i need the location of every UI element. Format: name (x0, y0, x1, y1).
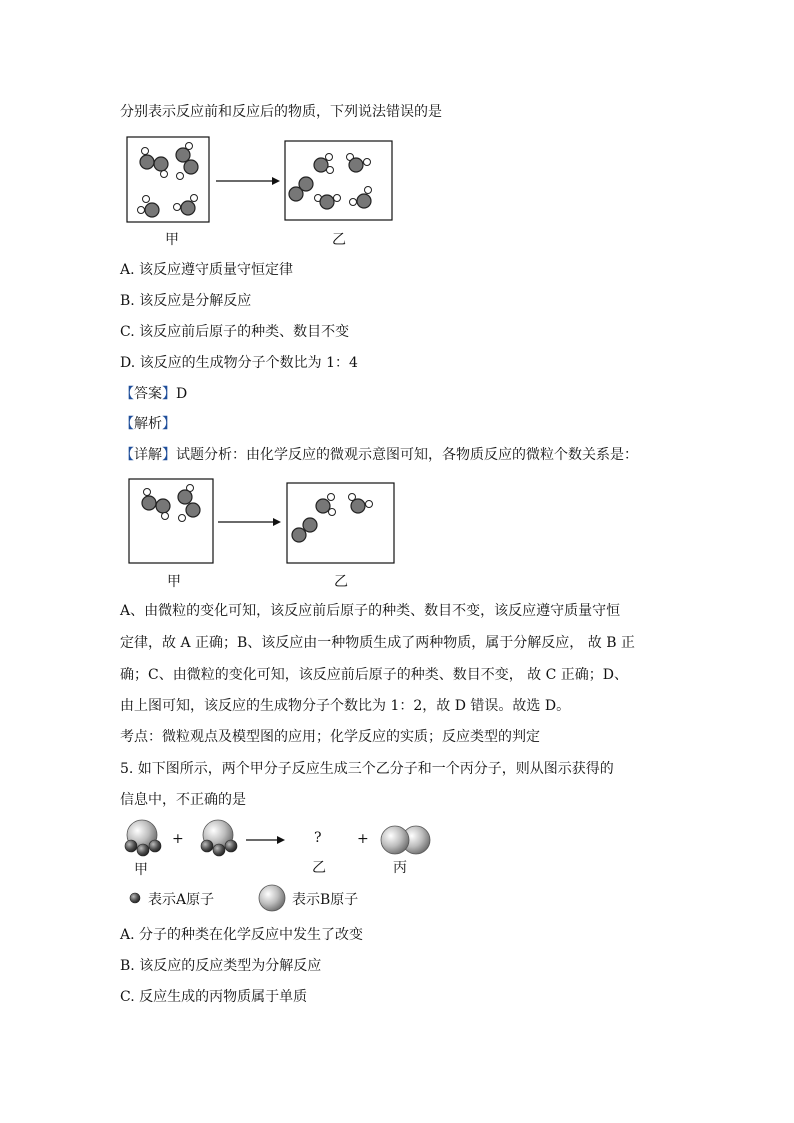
legend-a-atom-icon (130, 893, 140, 903)
figure2-left-label: 甲 (167, 574, 181, 590)
q4-option-b: B. 该反应是分解反应 (120, 293, 252, 309)
answer-value: D (176, 386, 188, 402)
analysis-heading: 【解析】 (120, 416, 176, 432)
figure1-right-label: 乙 (332, 232, 346, 248)
q4-option-d: D. 该反应的生成物分子个数比为 1：4 (120, 355, 358, 371)
explanation-line-3: 确；C、由微粒的变化可知，该反应前后原子的种类、数目不变， 故 C 正确；D、 (120, 667, 628, 683)
plus-sign-1: + (172, 831, 184, 847)
label-bing: 丙 (393, 860, 407, 876)
legend-b-text: 表示B原子 (292, 892, 359, 908)
unknown-molecule-mark: ? (314, 830, 322, 846)
detail-label: 详解 (134, 447, 162, 463)
legend-a-text: 表示A原子 (148, 892, 215, 908)
q5-option-b: B. 该反应的反应类型为分解反应 (120, 958, 322, 974)
q4-option-c: C. 该反应前后原子的种类、数目不变 (120, 324, 350, 340)
molecule-jia-1 (125, 820, 161, 856)
explanation-line-4: 由上图可知，该反应的生成物分子个数比为 1：2，故 D 错误。故选 D。 (120, 698, 571, 714)
explanation-line-2: 定律，故 A 正确；B、该反应由一种物质生成了两种物质，属于分解反应， 故 B 正 (120, 635, 635, 651)
q5-option-c: C. 反应生成的丙物质属于单质 (120, 989, 308, 1005)
detail-text: 试题分析：由化学反应的微观示意图可知，各物质反应的微粒个数关系是： (176, 447, 638, 463)
label-yi: 乙 (312, 860, 326, 876)
analysis-label: 解析 (134, 416, 162, 432)
plus-sign-2: + (357, 831, 369, 847)
q5-stem-line2: 信息中，不正确的是 (120, 792, 246, 808)
label-jia: 甲 (134, 862, 148, 878)
figure1-left-label: 甲 (165, 232, 179, 248)
molecule-bing (381, 826, 430, 854)
figure2-right-label: 乙 (334, 574, 348, 590)
explanation-line-1: A、由微粒的变化可知，该反应前后原子的种类、数目不变，该反应遵守质量守恒 (120, 603, 621, 619)
q4-option-a: A. 该反应遵守质量守恒定律 (120, 262, 294, 278)
kaodian-line: 考点：微粒观点及模型图的应用；化学反应的实质；反应类型的判定 (120, 729, 540, 745)
q5-stem-line1: 5. 如下图所示，两个甲分子反应生成三个乙分子和一个丙分子，则从图示获得的 (120, 761, 614, 777)
answer-line: 【答案】D (120, 386, 188, 402)
answer-label: 答案 (134, 386, 162, 402)
detail-line: 【详解】试题分析：由化学反应的微观示意图可知，各物质反应的微粒个数关系是： (120, 447, 638, 463)
q5-option-a: A. 分子的种类在化学反应中发生了改变 (120, 927, 364, 943)
question-intro: 分别表示反应前和反应后的物质，下列说法错误的是 (120, 104, 442, 120)
legend-b-atom-icon (259, 885, 285, 911)
molecule-jia-2 (201, 820, 237, 856)
